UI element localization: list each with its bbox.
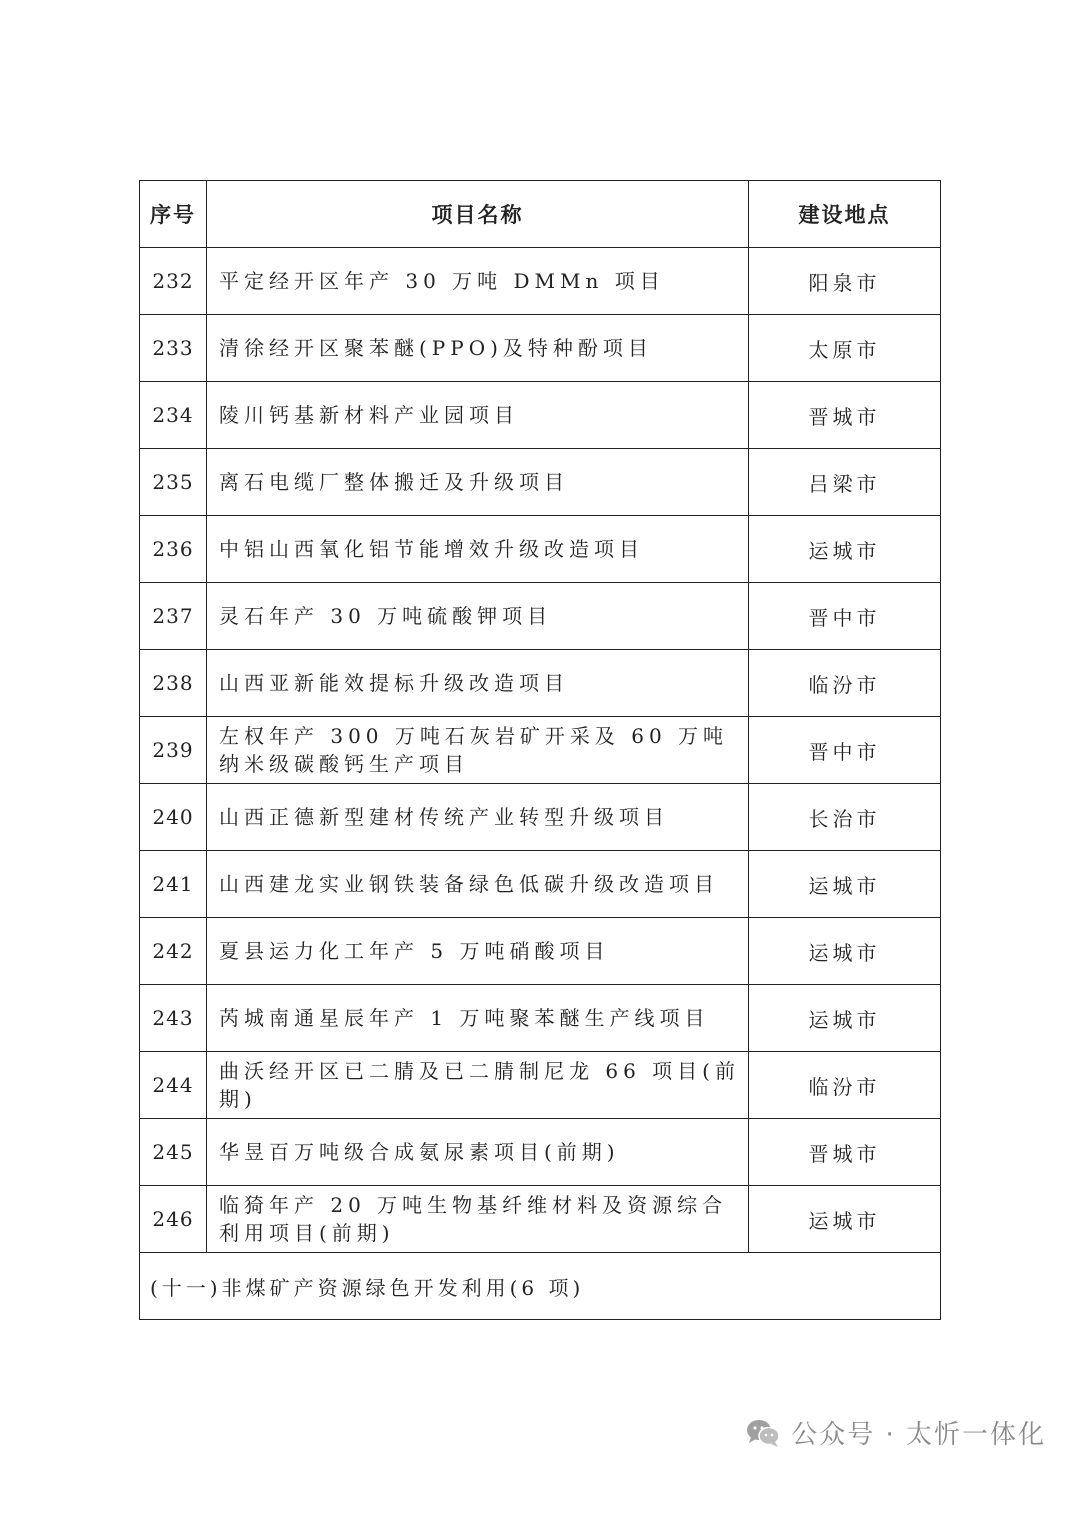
row-project-name: 离石电缆厂整体搬迁及升级项目 — [207, 449, 749, 516]
row-number: 241 — [140, 851, 207, 918]
row-location: 晋中市 — [749, 717, 941, 784]
row-number: 232 — [140, 248, 207, 315]
table-header-row — [140, 181, 941, 248]
row-number: 237 — [140, 583, 207, 650]
table-row — [140, 985, 941, 1052]
header-no: 序号 — [140, 181, 207, 248]
table-row — [140, 248, 941, 315]
row-project-name: 华昱百万吨级合成氨尿素项目(前期) — [207, 1119, 749, 1186]
header-location: 建设地点 — [749, 181, 941, 248]
row-project-name: 临猗年产 20 万吨生物基纤维材料及资源综合利用项目(前期) — [207, 1186, 749, 1253]
row-location: 临汾市 — [749, 1052, 941, 1119]
row-location: 运城市 — [749, 985, 941, 1052]
row-number: 239 — [140, 717, 207, 784]
header-name: 项目名称 — [207, 181, 749, 248]
row-number: 244 — [140, 1052, 207, 1119]
row-number: 243 — [140, 985, 207, 1052]
row-number: 233 — [140, 315, 207, 382]
row-location: 运城市 — [749, 1186, 941, 1253]
row-location: 晋城市 — [749, 382, 941, 449]
row-location: 运城市 — [749, 851, 941, 918]
row-project-name: 左权年产 300 万吨石灰岩矿开采及 60 万吨纳米级碳酸钙生产项目 — [207, 717, 749, 784]
row-number: 238 — [140, 650, 207, 717]
row-number: 234 — [140, 382, 207, 449]
row-location: 晋中市 — [749, 583, 941, 650]
row-location: 长治市 — [749, 784, 941, 851]
row-location: 阳泉市 — [749, 248, 941, 315]
table-row — [140, 1119, 941, 1186]
table-row — [140, 650, 941, 717]
table-row — [140, 382, 941, 449]
row-number: 246 — [140, 1186, 207, 1253]
row-project-name: 曲沃经开区已二腈及已二腈制尼龙 66 项目(前期) — [207, 1052, 749, 1119]
table-row — [140, 516, 941, 583]
table-row — [140, 784, 941, 851]
section-row — [140, 1253, 941, 1320]
wechat-icon — [745, 1418, 781, 1448]
row-number: 245 — [140, 1119, 207, 1186]
project-table — [139, 180, 941, 1320]
row-project-name: 山西正德新型建材传统产业转型升级项目 — [207, 784, 749, 851]
row-location: 晋城市 — [749, 1119, 941, 1186]
table-row — [140, 1186, 941, 1253]
row-project-name: 夏县运力化工年产 5 万吨硝酸项目 — [207, 918, 749, 985]
row-location: 运城市 — [749, 516, 941, 583]
row-project-name: 清徐经开区聚苯醚(PPO)及特种酚项目 — [207, 315, 749, 382]
row-location: 吕梁市 — [749, 449, 941, 516]
row-number: 240 — [140, 784, 207, 851]
row-location: 临汾市 — [749, 650, 941, 717]
row-number: 242 — [140, 918, 207, 985]
watermark — [745, 1414, 1046, 1451]
watermark-text: 公众号 · 太忻一体化 — [791, 1420, 1046, 1450]
table-row — [140, 449, 941, 516]
table-row — [140, 1052, 941, 1119]
row-project-name: 芮城南通星辰年产 1 万吨聚苯醚生产线项目 — [207, 985, 749, 1052]
row-project-name: 山西建龙实业钢铁装备绿色低碳升级改造项目 — [207, 851, 749, 918]
table-row — [140, 583, 941, 650]
table-row — [140, 851, 941, 918]
row-location: 运城市 — [749, 918, 941, 985]
row-project-name: 中铝山西氧化铝节能增效升级改造项目 — [207, 516, 749, 583]
row-project-name: 山西亚新能效提标升级改造项目 — [207, 650, 749, 717]
section-title: (十一)非煤矿产资源绿色开发利用(6 项) — [140, 1253, 941, 1320]
row-location: 太原市 — [749, 315, 941, 382]
table-row — [140, 717, 941, 784]
row-project-name: 陵川钙基新材料产业园项目 — [207, 382, 749, 449]
table-row — [140, 918, 941, 985]
row-number: 236 — [140, 516, 207, 583]
row-project-name: 平定经开区年产 30 万吨 DMMn 项目 — [207, 248, 749, 315]
row-project-name: 灵石年产 30 万吨硫酸钾项目 — [207, 583, 749, 650]
table-row — [140, 315, 941, 382]
row-number: 235 — [140, 449, 207, 516]
